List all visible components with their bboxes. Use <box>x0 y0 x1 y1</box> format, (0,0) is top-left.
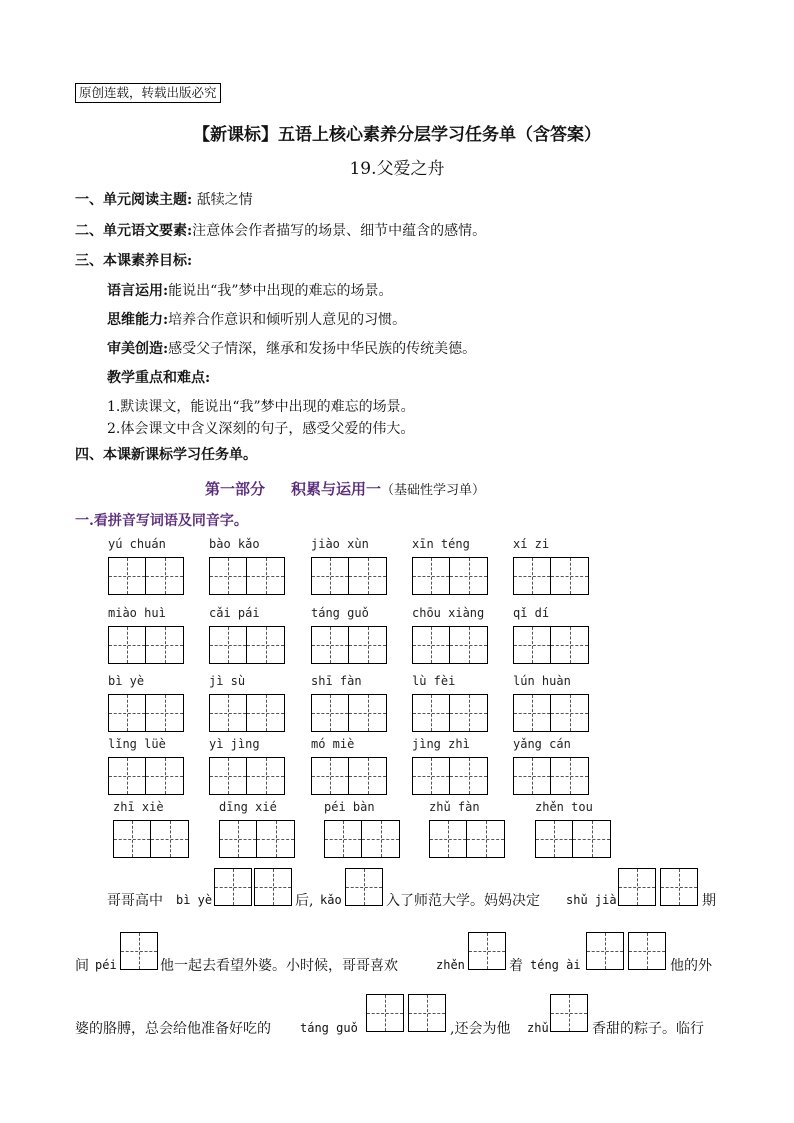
para-l3a: 婆的胳膊，总会给他准备好吃的 <box>75 1021 271 1037</box>
writing-cell[interactable] <box>467 821 504 857</box>
writing-box[interactable] <box>311 626 387 664</box>
para-l1a: 哥哥高中 <box>107 893 163 909</box>
goal-3 <box>107 339 476 359</box>
pinyin-label: péi bàn <box>324 800 375 814</box>
copyright-stamp: 原创连载，转载出版必究 <box>75 83 221 103</box>
writing-cell[interactable] <box>349 695 386 731</box>
writing-box[interactable] <box>513 757 589 795</box>
answer-box[interactable] <box>550 994 588 1032</box>
section-1 <box>75 190 253 210</box>
key-point-2: 2.体会课文中含义深刻的句子，感受父爱的伟大。 <box>107 421 415 437</box>
pinyin-label: jìng zhì <box>412 737 470 751</box>
pinyin-label: miào huì <box>108 606 166 620</box>
writing-cell[interactable] <box>450 695 487 731</box>
writing-box[interactable] <box>209 557 285 595</box>
writing-box[interactable] <box>209 626 285 664</box>
pinyin-label: jiào xùn <box>311 537 369 551</box>
writing-box[interactable] <box>535 820 611 858</box>
section-2 <box>75 221 486 241</box>
para-l1b: 后, <box>295 893 314 909</box>
writing-cell[interactable] <box>247 695 284 731</box>
writing-box[interactable] <box>412 757 488 795</box>
writing-cell[interactable] <box>312 758 349 794</box>
section-2-text: 注意体会作者描写的场景、细节中蕴含的感情。 <box>192 223 487 239</box>
writing-cell[interactable] <box>551 758 588 794</box>
writing-cell[interactable] <box>220 821 257 857</box>
answer-box[interactable] <box>408 994 446 1032</box>
writing-cell[interactable] <box>536 821 573 857</box>
lesson-title: 19.父爱之舟 <box>349 159 445 179</box>
writing-cell[interactable] <box>362 821 399 857</box>
writing-box[interactable] <box>324 820 400 858</box>
goal-text: 培养合作意识和倾听别人意见的习惯。 <box>168 312 407 328</box>
pinyin-label: xīn téng <box>412 537 470 551</box>
pinyin-label: yú chuán <box>108 537 166 551</box>
writing-cell[interactable] <box>109 558 146 594</box>
part-label: 第一部分 <box>205 480 266 498</box>
writing-cell[interactable] <box>514 695 551 731</box>
writing-box[interactable] <box>412 694 488 732</box>
writing-cell[interactable] <box>312 558 349 594</box>
writing-cell[interactable] <box>349 558 386 594</box>
pinyin-label: chōu xiàng <box>412 606 485 620</box>
writing-cell[interactable] <box>109 627 146 663</box>
pinyin-label: yǎng cán <box>513 737 571 751</box>
pinyin-label: qǐ dí <box>513 606 550 620</box>
writing-cell[interactable] <box>573 821 610 857</box>
para-l2d: 他的外 <box>670 958 712 974</box>
writing-cell[interactable] <box>146 558 183 594</box>
answer-box[interactable] <box>628 932 666 970</box>
para-l1c: 入了师范大学。妈妈决定 <box>386 893 540 909</box>
pinyin-label: jì sù <box>209 674 246 688</box>
para-pinyin: kǎo <box>320 893 342 907</box>
goal-text: 感受父子情深，继承和发扬中华民族的传统美德。 <box>168 341 477 357</box>
writing-box[interactable] <box>209 757 285 795</box>
answer-box[interactable] <box>214 868 252 906</box>
goal-label: 语言运用: <box>107 283 169 299</box>
goal-1 <box>107 281 393 301</box>
writing-cell[interactable] <box>413 695 450 731</box>
writing-cell[interactable] <box>210 627 247 663</box>
writing-cell[interactable] <box>247 758 284 794</box>
answer-box[interactable] <box>660 868 698 906</box>
section-3-label: 三、本课素养目标: <box>75 253 193 269</box>
writing-cell[interactable] <box>430 821 467 857</box>
goal-label: 思维能力: <box>107 312 169 328</box>
para-l1d: 期 <box>702 893 716 909</box>
writing-box[interactable] <box>412 557 488 595</box>
key-points-label: 教学重点和难点: <box>107 370 211 386</box>
writing-cell[interactable] <box>109 695 146 731</box>
answer-box[interactable] <box>618 868 656 906</box>
writing-box[interactable] <box>513 626 589 664</box>
pinyin-label: zhī xiè <box>113 800 164 814</box>
part-note: （基础性学习单） <box>381 483 486 498</box>
writing-cell[interactable] <box>247 558 284 594</box>
writing-cell[interactable] <box>151 821 188 857</box>
pinyin-label: dīng xié <box>219 800 277 814</box>
writing-box[interactable] <box>513 557 589 595</box>
pinyin-label: lù fèi <box>412 674 456 688</box>
pinyin-label: cǎi pái <box>209 606 260 620</box>
para-pinyin: péi <box>95 958 117 972</box>
writing-box[interactable] <box>108 557 184 595</box>
para-l2c: 着 <box>509 958 523 974</box>
pinyin-label: táng guǒ <box>311 606 369 620</box>
answer-box[interactable] <box>468 932 506 970</box>
key-point-1: 1.默读课文，能说出“我”梦中出现的难忘的场景。 <box>107 399 415 415</box>
para-pinyin: táng guǒ <box>300 1021 358 1035</box>
writing-cell[interactable] <box>349 758 386 794</box>
page-title: 【新课标】五语上核心素养分层学习任务单（含答案） <box>193 125 601 145</box>
para-pinyin: shǔ jià <box>566 893 617 907</box>
part-title: 积累与运用一 <box>291 480 382 498</box>
writing-cell[interactable] <box>109 758 146 794</box>
pinyin-label: mó miè <box>311 737 355 751</box>
writing-cell[interactable] <box>146 758 183 794</box>
writing-cell[interactable] <box>514 758 551 794</box>
writing-box[interactable] <box>311 557 387 595</box>
writing-cell[interactable] <box>312 627 349 663</box>
writing-box[interactable] <box>108 757 184 795</box>
writing-box[interactable] <box>108 626 184 664</box>
para-l2b: 他一起去看望外婆。小时候，哥哥喜欢 <box>160 958 398 974</box>
question-1-text: 一.看拼音写词语及同音字。 <box>75 513 248 529</box>
writing-cell[interactable] <box>114 821 151 857</box>
pinyin-label: bào kǎo <box>209 537 260 551</box>
para-l2a: 间 <box>75 958 89 974</box>
writing-cell[interactable] <box>413 758 450 794</box>
part-heading <box>205 478 485 499</box>
writing-cell[interactable] <box>450 758 487 794</box>
answer-box[interactable] <box>586 932 624 970</box>
para-l3b: ,还会为他 <box>450 1021 511 1037</box>
writing-cell[interactable] <box>210 695 247 731</box>
pinyin-label: yì jìng <box>209 737 260 751</box>
writing-box[interactable] <box>108 694 184 732</box>
pinyin-label: shī fàn <box>311 674 362 688</box>
pinyin-label: lún huàn <box>513 674 571 688</box>
writing-box[interactable] <box>219 820 295 858</box>
goal-text: 能说出“我”梦中出现的难忘的场景。 <box>168 283 393 299</box>
writing-cell[interactable] <box>551 627 588 663</box>
writing-cell[interactable] <box>257 821 294 857</box>
writing-cell[interactable] <box>312 695 349 731</box>
writing-box[interactable] <box>311 694 387 732</box>
para-pinyin: zhěn <box>436 958 465 972</box>
writing-cell[interactable] <box>450 558 487 594</box>
writing-box[interactable] <box>113 820 189 858</box>
answer-box[interactable] <box>254 868 292 906</box>
writing-cell[interactable] <box>210 758 247 794</box>
para-pinyin: zhǔ <box>527 1021 549 1035</box>
writing-cell[interactable] <box>325 821 362 857</box>
section-2-label: 二、单元语文要素: <box>75 223 193 239</box>
pinyin-label: xí zi <box>513 537 550 551</box>
para-l3c: 香甜的粽子。临行 <box>592 1021 704 1037</box>
pinyin-label: zhěn tou <box>535 800 593 814</box>
writing-cell[interactable] <box>551 695 588 731</box>
para-pinyin: téng ài <box>530 958 581 972</box>
section-4-label: 四、本课新课标学习任务单。 <box>75 447 257 463</box>
section-1-label: 一、单元阅读主题: <box>75 192 193 208</box>
goal-2 <box>107 310 406 330</box>
section-1-text: 舐犊之情 <box>192 192 253 208</box>
goal-label: 审美创造: <box>107 341 169 357</box>
writing-cell[interactable] <box>413 558 450 594</box>
writing-box[interactable] <box>209 694 285 732</box>
writing-box[interactable] <box>311 757 387 795</box>
pinyin-label: lǐng lüè <box>108 737 166 751</box>
writing-box[interactable] <box>429 820 505 858</box>
pinyin-label: zhǔ fàn <box>429 800 480 814</box>
writing-box[interactable] <box>513 694 589 732</box>
writing-cell[interactable] <box>210 558 247 594</box>
writing-cell[interactable] <box>450 627 487 663</box>
pinyin-label: bì yè <box>108 674 145 688</box>
writing-cell[interactable] <box>247 627 284 663</box>
answer-box[interactable] <box>345 868 383 906</box>
writing-cell[interactable] <box>349 627 386 663</box>
writing-box[interactable] <box>412 626 488 664</box>
para-pinyin: bì yè <box>176 893 213 907</box>
writing-cell[interactable] <box>413 627 450 663</box>
writing-cell[interactable] <box>551 558 588 594</box>
answer-box[interactable] <box>366 994 404 1032</box>
answer-box[interactable] <box>120 932 158 970</box>
writing-cell[interactable] <box>514 627 551 663</box>
writing-cell[interactable] <box>146 695 183 731</box>
writing-cell[interactable] <box>514 558 551 594</box>
question-1-label <box>75 510 248 530</box>
writing-cell[interactable] <box>146 627 183 663</box>
